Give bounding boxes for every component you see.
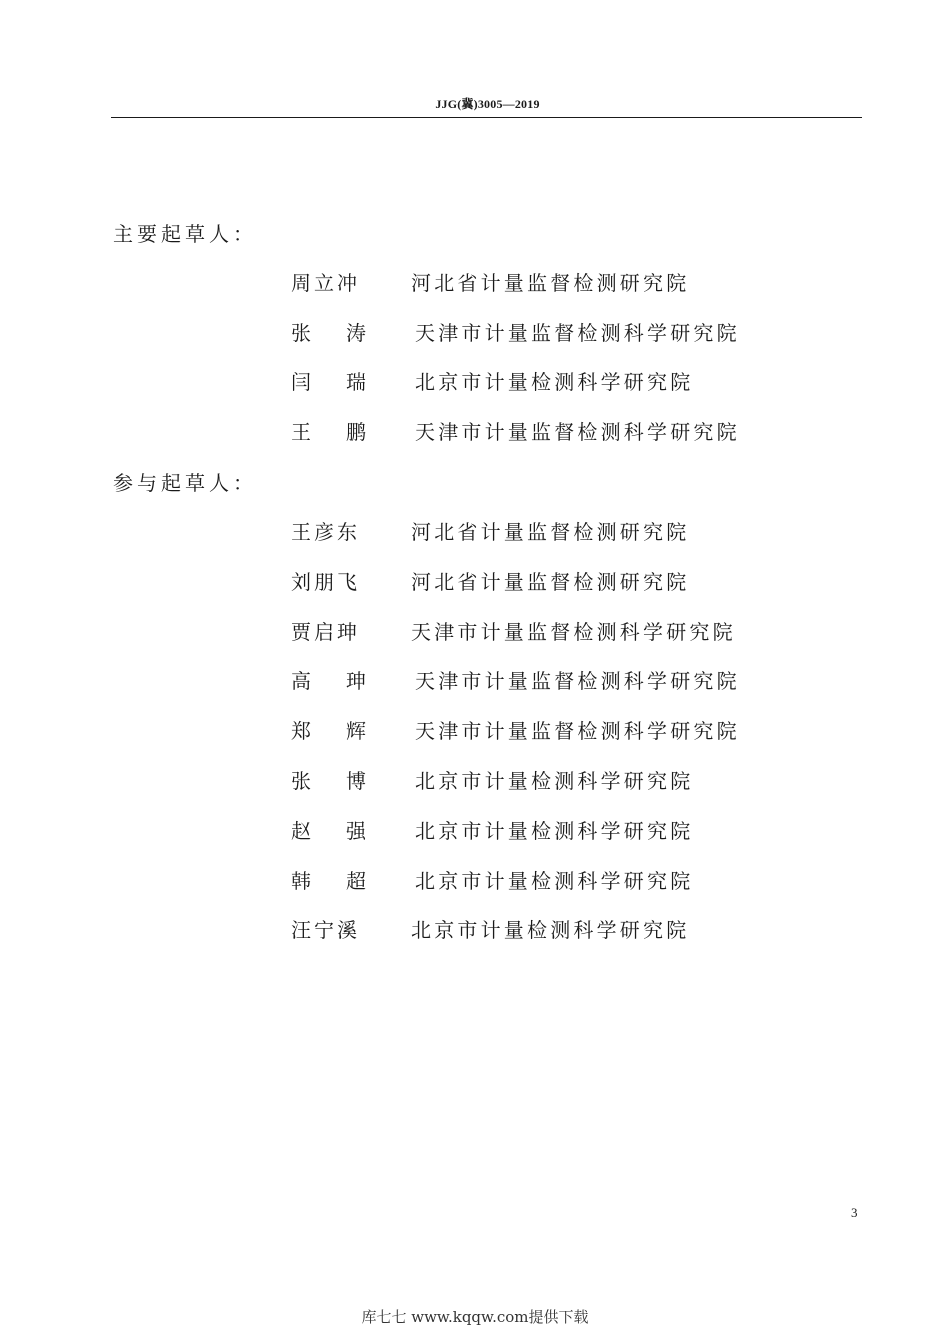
drafter-row — [291, 619, 736, 645]
drafter-row — [291, 519, 689, 545]
drafter-organization: 北京市计量检测科学研究院 — [415, 868, 694, 893]
download-source-note: 库七七 www.kqqw.com提供下载 — [361, 1308, 589, 1326]
drafter-organization: 北京市计量检测科学研究院 — [411, 918, 690, 943]
drafter-organization: 北京市计量检测科学研究院 — [415, 769, 694, 793]
drafter-row — [291, 917, 689, 943]
drafter-row — [291, 270, 689, 296]
drafter-name: 刘朋飞 — [291, 569, 360, 594]
drafter-organization: 河北省计量监督检测研究院 — [411, 569, 690, 594]
drafter-row — [291, 369, 693, 395]
drafter-row — [291, 320, 740, 346]
drafter-organization: 天津市计量监督检测科学研究院 — [415, 420, 740, 445]
drafter-organization: 天津市计量监督检测科学研究院 — [411, 619, 736, 644]
standard-code-header: JJG(冀)3005—2019 — [435, 97, 540, 111]
participating-drafters-label: 参与起草人： — [113, 471, 257, 495]
drafter-name: 赵 强 — [291, 818, 366, 843]
drafter-row — [291, 668, 740, 694]
drafter-name: 高 珅 — [291, 669, 366, 694]
drafter-organization: 北京市计量检测科学研究院 — [415, 370, 694, 395]
drafter-organization: 河北省计量监督检测研究院 — [411, 271, 690, 295]
drafter-row — [291, 569, 689, 595]
drafter-row — [291, 818, 693, 844]
drafter-row — [291, 718, 740, 744]
drafter-name: 韩 超 — [291, 868, 366, 893]
drafter-organization: 天津市计量监督检测科学研究院 — [415, 719, 740, 744]
drafter-name: 贾启珅 — [291, 619, 360, 644]
drafter-name: 张 博 — [291, 769, 366, 793]
header-rule — [111, 117, 862, 118]
drafter-name: 汪宁溪 — [291, 918, 360, 943]
drafter-name: 张 涛 — [291, 320, 366, 345]
page-number: 3 — [851, 1205, 858, 1220]
drafter-organization: 河北省计量监督检测研究院 — [411, 520, 690, 544]
drafter-organization: 北京市计量检测科学研究院 — [415, 818, 694, 843]
main-drafters-label: 主要起草人： — [113, 222, 257, 246]
drafter-name: 王彦东 — [291, 520, 360, 544]
drafter-row — [291, 768, 693, 794]
drafter-name: 王 鹏 — [291, 420, 366, 445]
drafter-organization: 天津市计量监督检测科学研究院 — [415, 669, 740, 694]
drafter-name: 闫 瑞 — [291, 370, 366, 395]
drafter-name: 郑 辉 — [291, 719, 366, 744]
drafter-name: 周立冲 — [291, 271, 360, 295]
drafter-row — [291, 868, 693, 894]
drafter-row — [291, 419, 740, 445]
drafter-organization: 天津市计量监督检测科学研究院 — [415, 320, 740, 345]
